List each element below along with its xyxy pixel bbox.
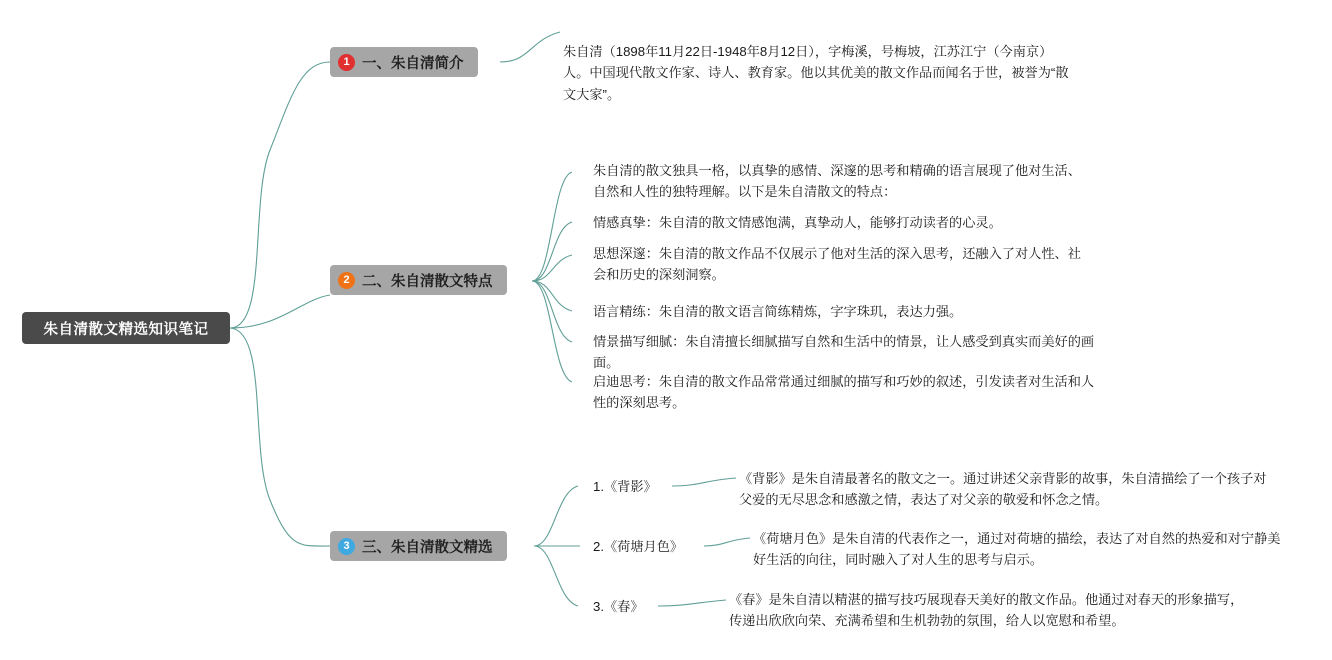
branch-node-1[interactable] — [330, 47, 478, 77]
leaf-3-2-text — [753, 528, 1281, 571]
branch-label-1: 一、朱自清简介 — [362, 55, 464, 72]
leaf-3-1-title — [593, 476, 657, 497]
leaf-text: 朱自清的散文独具一格，以真挚的感情、深邃的思考和精确的语言展现了他对生活、自然和人性的独特理解。以下是朱自清散文的特点： — [593, 163, 1081, 200]
leaf-2-3 — [593, 243, 1093, 286]
leaf-2-6 — [593, 371, 1098, 414]
root-node[interactable] — [22, 312, 230, 344]
leaf-2-5 — [593, 331, 1098, 374]
leaf-title-text: 1.《背影》 — [593, 479, 657, 494]
branch-label-2: 二、朱自清散文特点 — [362, 273, 493, 290]
branch-node-2[interactable] — [330, 265, 507, 295]
leaf-text: 朱自清（1898年11月22日-1948年8月12日），字梅溪，号梅坡，江苏江宁（今南京）人。中国现代散文作家、诗人、教育家。他以其优美的散文作品而闻名于世，被誉为“散文大家”。 — [563, 44, 1069, 102]
branch-badge-2: 2 — [338, 272, 355, 289]
leaf-3-3-title — [593, 596, 644, 617]
leaf-text: 《背影》是朱自清最著名的散文之一。通过讲述父亲背影的故事，朱自清描绘了一个孩子对父爱的无尽思念和感激之情，表达了对父亲的敬爱和怀念之情。 — [739, 471, 1267, 508]
leaf-3-1-text — [739, 468, 1279, 511]
branch-label-3: 三、朱自清散文精选 — [362, 539, 493, 556]
leaf-title-text: 2.《荷塘月色》 — [593, 539, 684, 554]
branch-badge-3: 3 — [338, 538, 355, 555]
leaf-2-2 — [593, 212, 1113, 233]
leaf-2-1 — [593, 160, 1093, 203]
root-label: 朱自清散文精选知识笔记 — [43, 321, 209, 338]
leaf-text: 启迪思考：朱自清的散文作品常常通过细腻的描写和巧妙的叙述，引发读者对生活和人性的深刻思考。 — [593, 374, 1095, 411]
leaf-3-3-text — [729, 589, 1244, 632]
leaf-text: 情感真挚：朱自清的散文情感饱满，真挚动人，能够打动读者的心灵。 — [593, 215, 1002, 230]
branch-badge-1: 1 — [338, 54, 355, 71]
leaf-text: 《荷塘月色》是朱自清的代表作之一，通过对荷塘的描绘，表达了对自然的热爱和对宁静美好生活的向往，同时融入了对人生的思考与启示。 — [753, 531, 1281, 568]
leaf-text: 思想深邃：朱自清的散文作品不仅展示了他对生活的深入思考，还融入了对人性、社会和历史的深刻洞察。 — [593, 246, 1081, 283]
leaf-title-text: 3.《春》 — [593, 599, 644, 614]
leaf-2-4 — [593, 301, 1113, 322]
leaf-1-1 — [563, 41, 1073, 105]
leaf-3-2-title — [593, 536, 683, 557]
leaf-text: 情景描写细腻：朱自清擅长细腻描写自然和生活中的情景，让人感受到真实而美好的画面。 — [593, 334, 1095, 371]
leaf-text: 语言精练：朱自清的散文语言简练精炼，字字珠玑，表达力强。 — [593, 304, 963, 319]
leaf-text: 《春》是朱自清以精湛的描写技巧展现春天美好的散文作品。他通过对春天的形象描写，传递出欣欣向荣、充满希望和生机勃勃的氛围，给人以宽慰和希望。 — [729, 592, 1244, 629]
branch-node-3[interactable] — [330, 531, 507, 561]
